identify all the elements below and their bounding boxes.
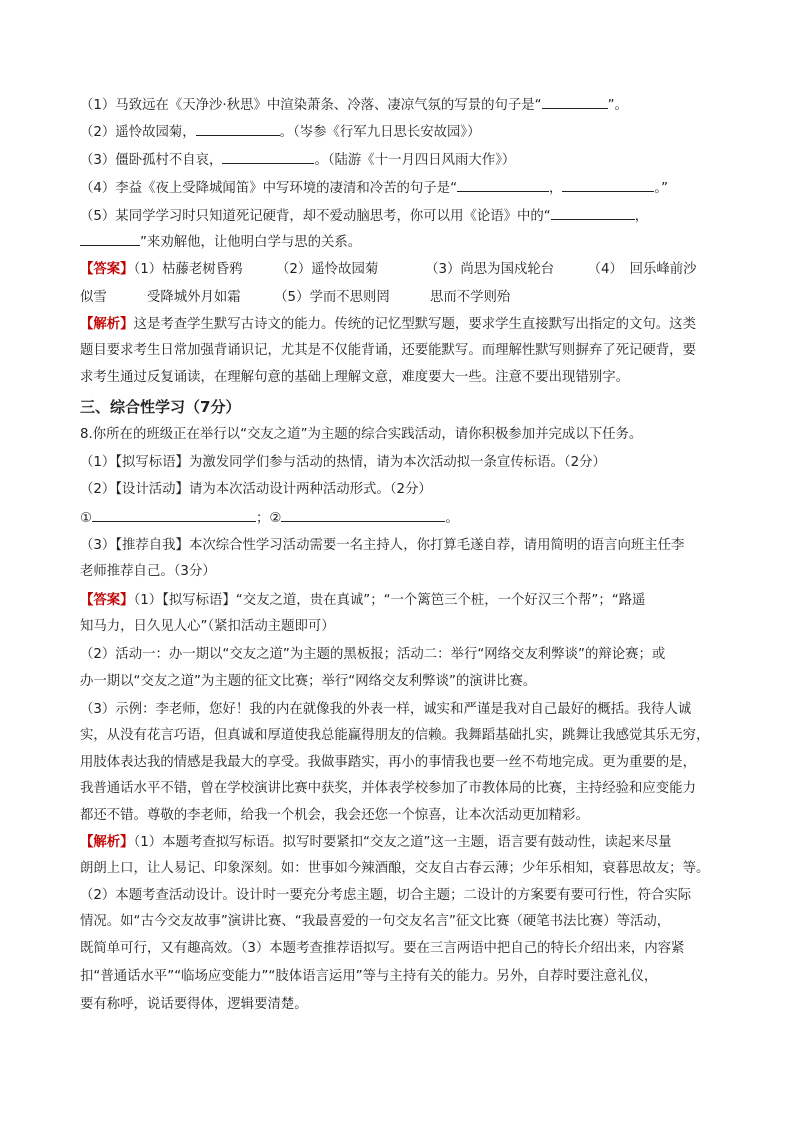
analysis-8-line-2: 朗朗上口，让人易记、印象深刻。如：世事如今辣酒酿，交友自古春云薄；少年乐相知，衰暮思故友；等。 [80,861,710,876]
analysis-8-line-5: 既简单可行，又有趣高效。（3）本题考查推荐语拟写。要在三言两语中把自己的特长介绍出来，内容紧 [80,941,685,956]
answer-7-line-1: 【答案】（1）枯藤老树昏鸦 （2）遥怜故园菊 （3）尚思为国戍轮台 （4） 回乐峰前沙 [80,262,697,277]
analysis-7-line-2: 题目要求考生日常加强背诵识记，尤其是不仅能背诵，还要能默写。而理解性默写则摒弃了死记硬背，要 [80,343,696,358]
q7-item-4: （4）李益《夜上受降城闻笛》中写环境的凄清和冷苦的句子是“ ， 。” [80,181,669,196]
answer-8-line-7: 用肢体表达我的情感是我最大的享受。我做事踏实，再小的事情我也要一丝不苟地完成。更为重要的是， [80,755,696,770]
answer-8-line-3: （2）活动一：办一期以“交友之道”为主题的黑板报；活动二：举行“网络交友利弊谈”的辩论赛；或 [80,647,666,662]
q8-item-3-line-1: （3）【推荐自我】本次综合性学习活动需要一名主持人，你打算毛遂自荐，请用简明的语言向班主任李 [80,538,685,553]
answer-8-line-4: 办一期以“交友之道”为主题的征文比赛；举行“网络交友利弊谈”的演讲比赛。 [80,674,537,689]
q7-item-5-cont: ”来劝解他，让他明白学与思的关系。 [80,233,361,252]
answer-blank[interactable] [542,96,608,109]
answer-8-line-6: 实，从没有花言巧语，但真诚和厚道使我总能赢得朋友的信赖。我舞蹈基础扎实，跳舞让我感觉其乐无穷， [80,728,710,743]
answer-8-line-2: 知马力，日久见人心”（紧扣活动主题即可） [80,619,335,634]
q7-item-1: （1）马致远在《天净沙·秋思》中渲染萧条、冷落、凄凉气氛的写景的句子是“ ”。 [80,98,628,113]
analysis-8-line-1: 【解析】（1）本题考查拟写标语。拟写时要紧扣“交友之道”这一主题，语言要有鼓动性，读起来尽量 [80,835,672,850]
q8-item-3-line-2: 老师推荐自己。（3分） [80,564,216,579]
answer-8-line-9: 都还不错。尊敬的李老师，给我一个机会，我会还您一个惊喜，让本次活动更加精彩。 [80,808,589,823]
answer-blank[interactable] [92,509,256,522]
answer-8-line-8: 我普通话水平不错，曾在学校演讲比赛中获奖，并体表学校参加了市教体局的比赛，主持经验和应变能力 [80,781,696,796]
answer-blank[interactable] [457,179,549,192]
answer-blank[interactable] [281,509,445,522]
answer-blank[interactable] [562,179,654,192]
answer-blank[interactable] [551,207,635,220]
answer-7-line-2: 似雪 受降城外月如霜 （5）学而不思则罔 思而不学则殆 [80,290,511,305]
analysis-8-line-4: 情况。如“古今交友故事”演讲比赛、“我最喜爱的一句交友名言”征文比赛（硬笔书法比赛）等活动， [80,914,671,929]
q8-item-2-blanks: ① ；② 。 [80,511,459,526]
q7-item-2: （2）遥怜故园菊， 。（岑参《行军九日思长安故园》） [80,125,481,140]
answer-blank[interactable] [222,151,314,164]
analysis-8-line-7: 要有称呼，说话要得体，逻辑要清楚。 [80,997,308,1012]
answer-blank[interactable] [196,123,280,136]
section-3-heading: 三、综合性学习（7分） [80,398,241,416]
q8-item-1: （1）【拟写标语】为激发同学们参与活动的热情，请为本次活动拟一条宣传标语。（2分） [80,455,606,470]
answer-8-line-5: （3）示例：李老师，您好！我的内在就像我的外表一样，诚实和严谨是我对自己最好的概括。我待人诚 [80,702,692,717]
q8-item-2: （2）【设计活动】请为本次活动设计两种活动形式。（2分） [80,482,432,497]
q7-item-5: （5）某同学学习时只知道死记硬背，却不爱动脑思考，你可以用《论语》中的“ ， [80,209,649,224]
analysis-8-line-6: 扣“普通话水平”“临场应变能力”“肢体语言运用”等与主持有关的能力。另外，自荐时要注意礼仪， [80,969,658,984]
analysis-7-line-3: 求考生通过反复诵读，在理解句意的基础上理解文意，难度要大一些。注意不要出现错别字。 [80,370,630,385]
q8-intro: 8.你所在的班级正在举行以“交友之道”为主题的综合实践活动，请你积极参加并完成以下任务。 [80,427,643,442]
q7-item-3: （3）僵卧孤村不自哀， 。（陆游《十一月四日风雨大作》） [80,153,516,168]
analysis-7-line-1: 【解析】这是考查学生默写古诗文的能力。传统的记忆型默写题，要求学生直接默写出指定的文句。这类 [80,317,696,332]
answer-blank[interactable] [80,233,140,246]
analysis-8-line-3: （2）本题考查活动设计。设计时一要充分考虑主题，切合主题；二设计的方案要有要可行性，符合实际 [80,888,692,903]
answer-8-line-1: 【答案】（1）【拟写标语】“交友之道，贵在真诚”；“一个篱笆三个桩，一个好汉三个帮”；“路遥 [80,593,646,608]
